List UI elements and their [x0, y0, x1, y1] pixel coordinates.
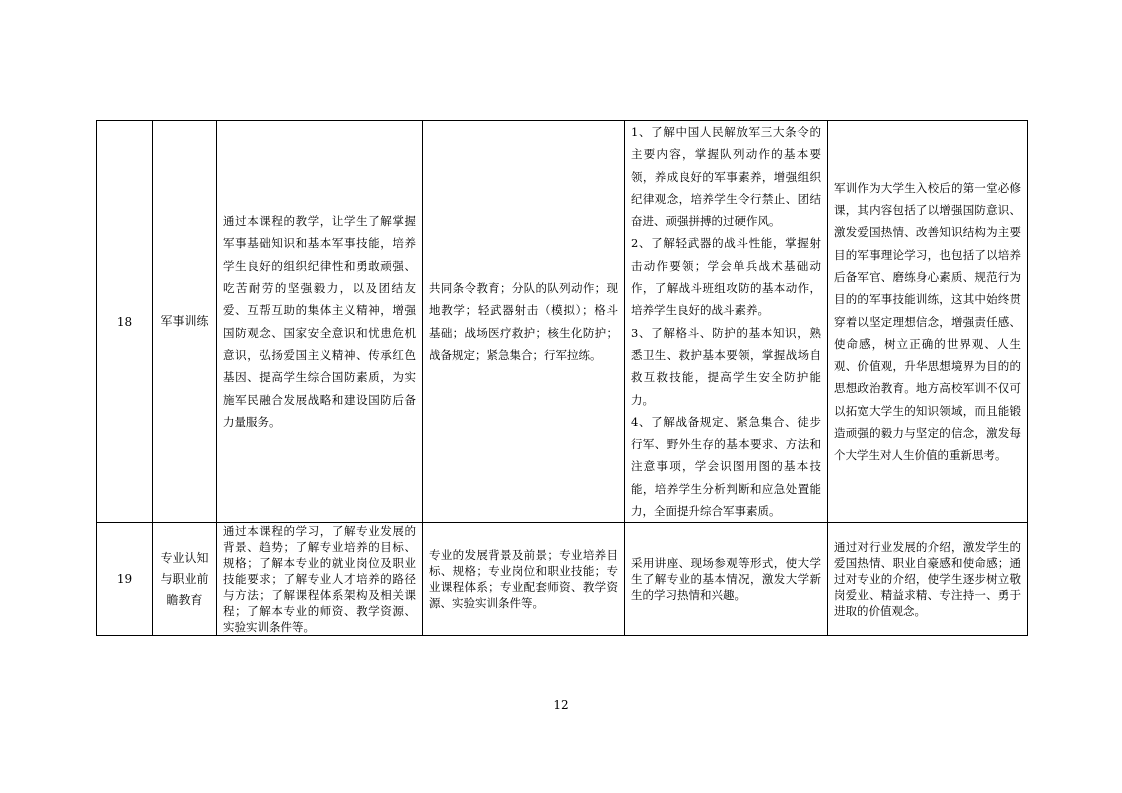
course-content: 共同条令教育；分队的队列动作；现地教学；轻武器射击（模拟）；格斗基础；战场医疗救护；核生化防护；战备规定；紧急集合；行军拉练。: [423, 121, 625, 523]
table-row: [97, 523, 1028, 636]
course-objective: 通过本课程的学习，了解专业发展的背景、趋势；了解专业培养的目标、规格；了解本专业的就业岗位及职业技能要求；了解专业人才培养的路径与方法；了解课程体系架构及相关课程；了解本专业的师资、教学资源、实验实训条件等。: [217, 523, 423, 636]
course-content: 专业的发展背景及前景；专业培养目标、规格；专业岗位和职业技能；专业课程体系；专业配套师资、教学资源、实验实训条件等。: [423, 523, 625, 636]
course-requirements: 采用讲座、现场参观等形式，使大学生了解专业的基本情况，激发大学新生的学习热情和兴趣。: [625, 523, 828, 636]
course-name: 专业认知与职业前瞻教育: [153, 523, 217, 636]
course-number: 19: [97, 523, 153, 636]
course-number: 18: [97, 121, 153, 523]
page-number: 12: [553, 698, 569, 712]
curriculum-table: [96, 120, 1028, 636]
course-objective: 通过本课程的教学，让学生了解掌握军事基础知识和基本军事技能，培养学生良好的组织纪律性和勇敢顽强、吃苦耐劳的坚强毅力，以及团结友爱、互帮互助的集体主义精神，增强国防观念、国家安全意识和忧患危机意识，弘扬爱国主义精神、传承红色基因、提高学生综合国防素质，为实施军民融合发展战略和建设国防后备力量服务。: [217, 121, 423, 523]
table-row: [97, 121, 1028, 523]
course-ideology: 军训作为大学生入校后的第一堂必修课，其内容包括了以增强国防意识、激发爱国热情、改善知识结构为主要目的军事理论学习，也包括了以培养后备军官、磨练身心素质、规范行为目的的军事技能训练，这其中始终贯穿着以坚定理想信念，增强责任感、使命感，树立正确的世界观、人生观、价值观，升华思想境界为目的的思想政治教育。地方高校军训不仅可以拓宽大学生的知识领域，而且能锻造顽强的毅力与坚定的信念，激发每个大学生对人生价值的重新思考。: [828, 121, 1028, 523]
course-ideology: 通过对行业发展的介绍，激发学生的爱国热情、职业自豪感和使命感；通过对专业的介绍，使学生逐步树立敬岗爱业、精益求精、专注持一、勇于进取的价值观念。: [828, 523, 1028, 636]
course-requirements: 1、了解中国人民解放军三大条令的主要内容，掌握队列动作的基本要领，养成良好的军事素养，增强组织纪律观念，培养学生令行禁止、团结奋进、顽强拼搏的过硬作风。 2、了解轻武器的战斗性能，掌握射击动作要领；学会单兵战术基础动作，了解战斗班组攻防的基本动作，培养学生良好的战斗素养。 3、了解格斗、防护的基本知识，熟悉卫生、救护基本要领，掌握战场自救互救技能，提高学生安全防护能力。 4、了解战备规定、紧急集合、徒步行军、野外生存的基本要求、方法和注意事项，学会识图用图的基本技能，培养学生分析判断和应急处置能力，全面提升综合军事素质。: [625, 121, 828, 523]
course-name: 军事训练: [153, 121, 217, 523]
